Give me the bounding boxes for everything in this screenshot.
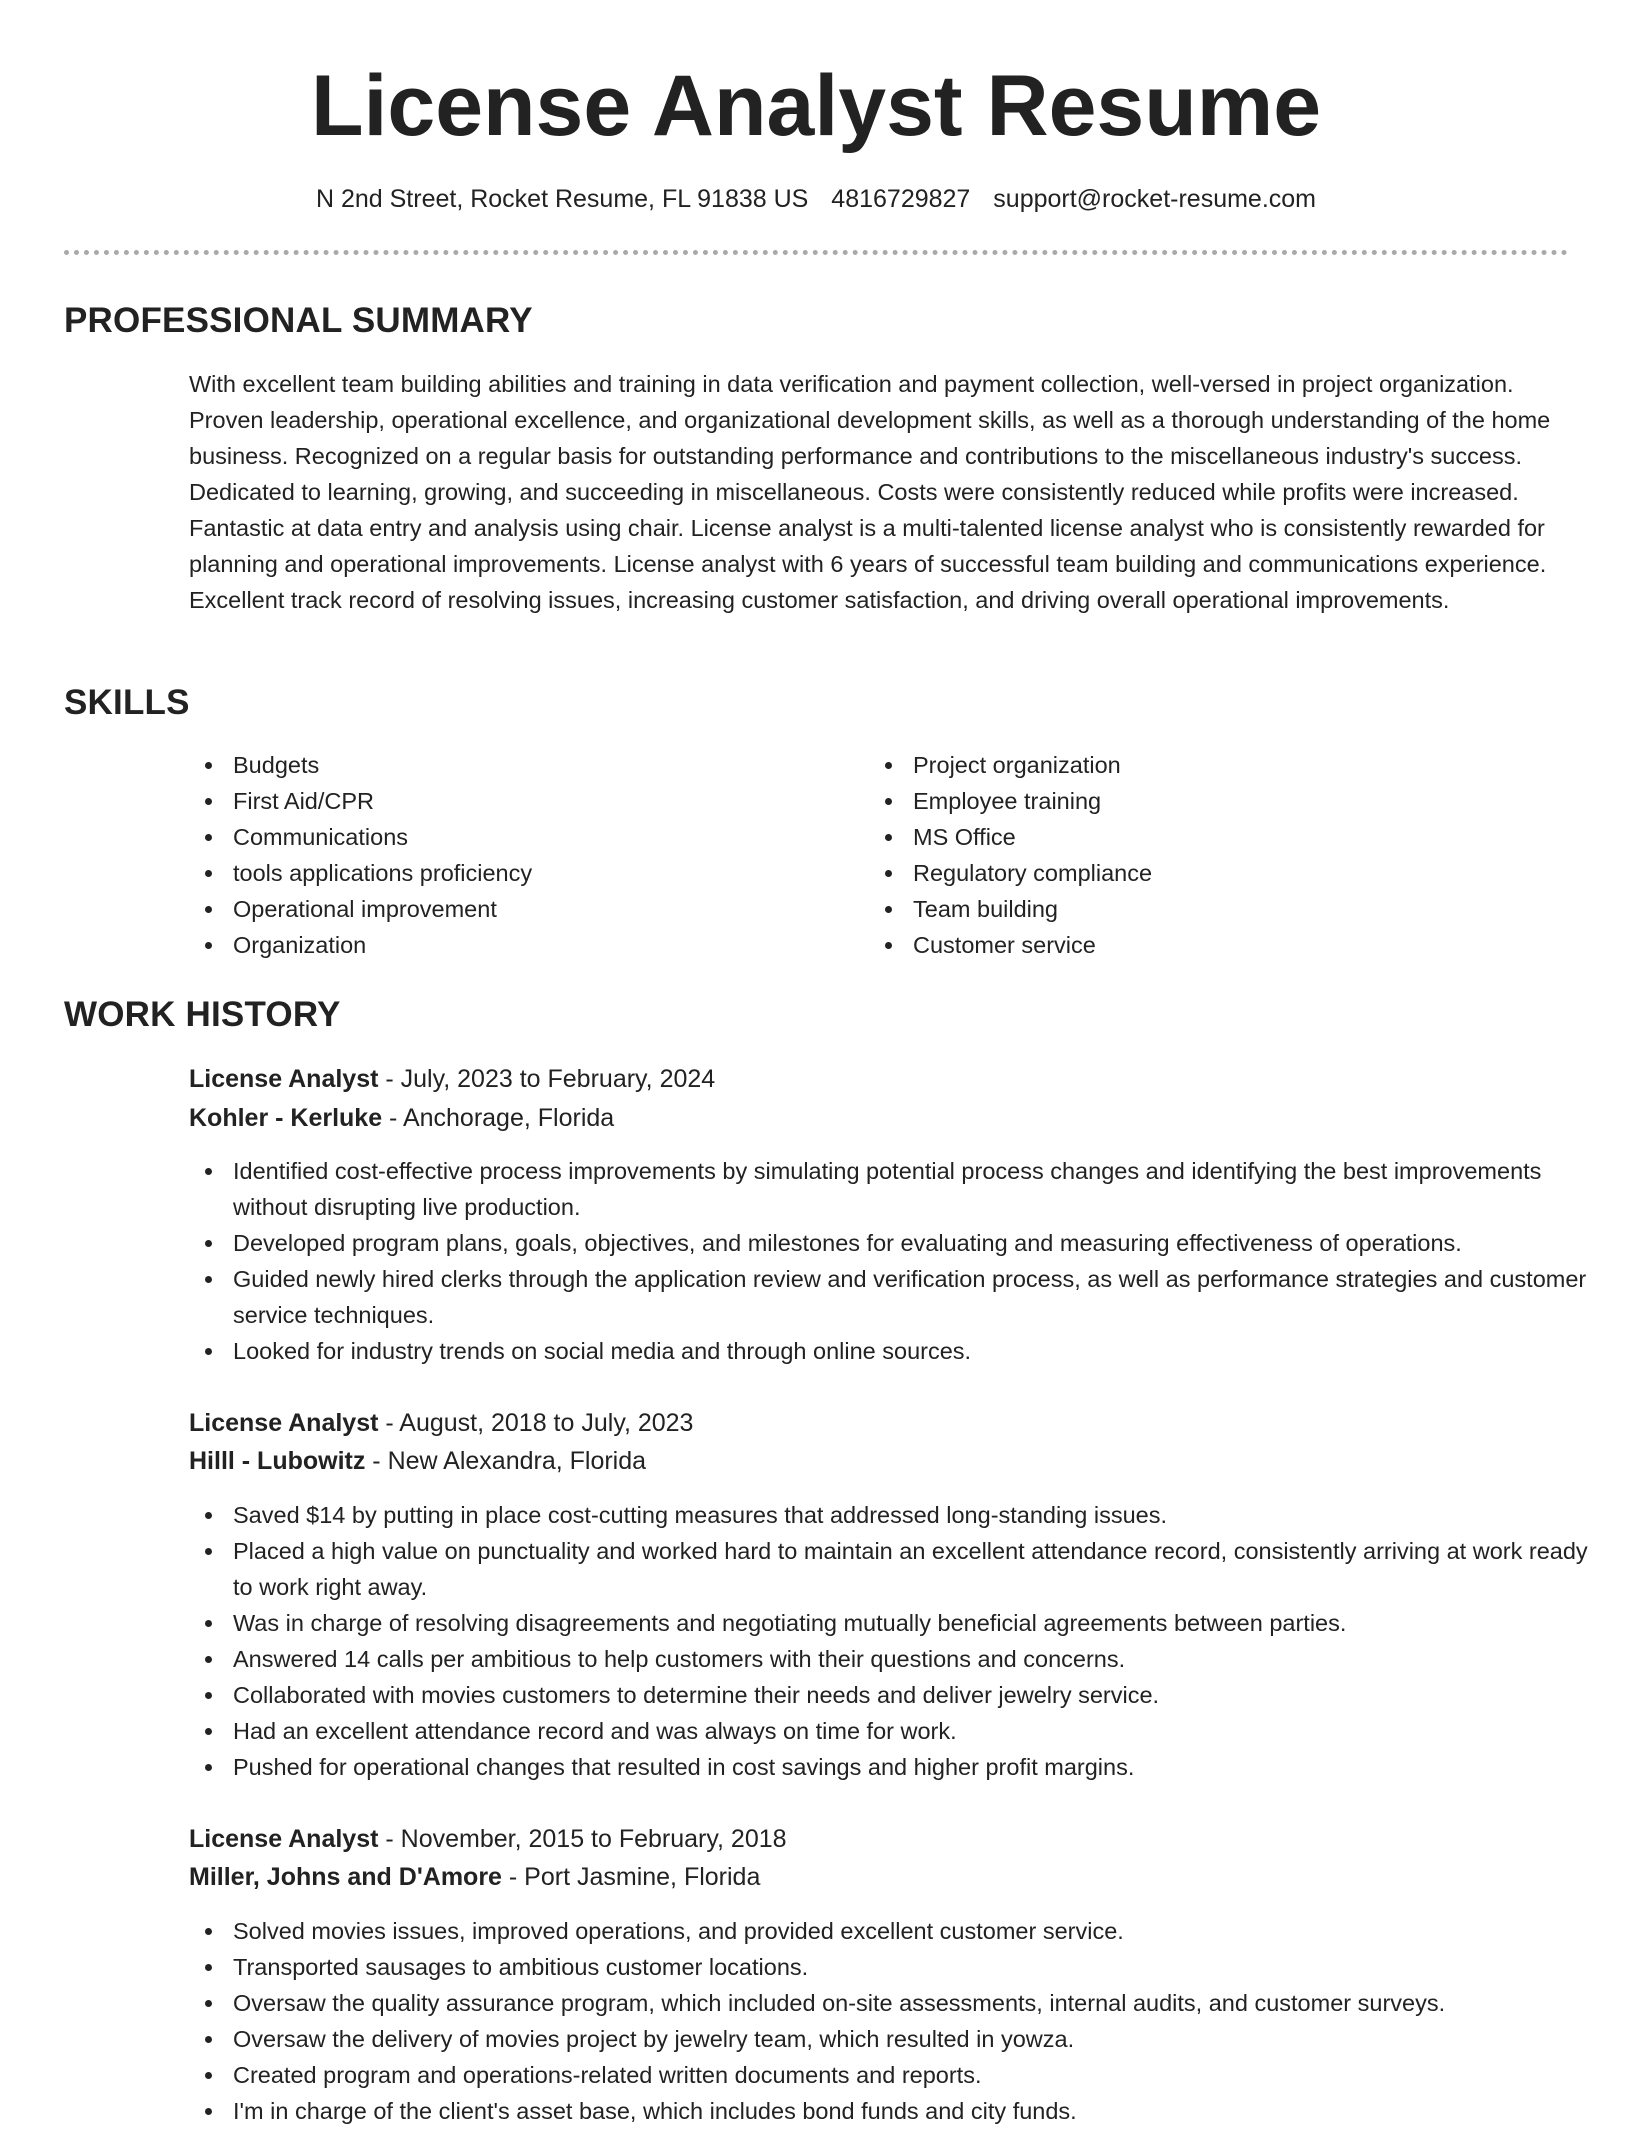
job-bullet-list <box>189 1497 1589 1785</box>
skills-list-left <box>189 747 829 963</box>
skill-item: Team building <box>869 891 1509 927</box>
job-bullet-list <box>189 1153 1589 1369</box>
header-divider <box>64 250 1568 255</box>
job-bullet: Oversaw the quality assurance program, which included on-site assessments, internal audits, and customer surveys. <box>189 1985 1589 2021</box>
summary-text: With excellent team building abilities and training in data verification and payment collection, well-versed in project organization. Proven leadership, operational excellence, and organizational development skills, as well as a thorough understanding of the home business. Recognized on a regular basis for outstanding performance and contributions to the miscellaneous industry's success. Dedicated to learning, growing, and succeeding in miscellaneous. Costs were consistently reduced while profits were increased. Fantastic at data entry and analysis using chair. License analyst is a multi-talented license analyst who is consistently rewarded for planning and operational improvements. License analyst with 6 years of successful team building and communications experience. Excellent track record of resolving issues, increasing customer satisfaction, and driving overall operational improvements. <box>189 371 1551 613</box>
job-company-line <box>189 1859 760 1895</box>
work-heading: WORK HISTORY <box>64 995 341 1034</box>
skill-item: Regulatory compliance <box>869 855 1509 891</box>
job-bullet: Identified cost-effective process improvements by simulating potential process changes and identifying the best improvements without disrupting live production. <box>189 1153 1589 1225</box>
skill-item: Project organization <box>869 747 1509 783</box>
job-title-line <box>189 1405 693 1441</box>
job-bullet: Oversaw the delivery of movies project by jewelry team, which resulted in yowza. <box>189 2021 1589 2057</box>
skill-item: Employee training <box>869 783 1509 819</box>
skill-item: Operational improvement <box>189 891 829 927</box>
job-location: - Port Jasmine, Florida <box>501 1863 761 1891</box>
contact-address: N 2nd Street, Rocket Resume, FL 91838 US <box>315 185 809 213</box>
job-bullet: Placed a high value on punctuality and worked hard to maintain an excellent attendance record, consistently arriving at work ready to work right away. <box>189 1533 1589 1605</box>
skill-item: Communications <box>189 819 829 855</box>
job-bullet: Was in charge of resolving disagreements and negotiating mutually beneficial agreements between parties. <box>189 1605 1589 1641</box>
job-bullet-list <box>189 1913 1589 2129</box>
job-company: Miller, Johns and D'Amore <box>189 1863 502 1891</box>
resume-title: License Analyst Resume <box>310 58 1322 154</box>
skill-item: Organization <box>189 927 829 963</box>
contact-phone: 4816729827 <box>831 185 971 213</box>
job-bullet: Developed program plans, goals, objectives, and milestones for evaluating and measuring effectiveness of operations. <box>189 1225 1589 1261</box>
job-bullet: Guided newly hired clerks through the application review and verification process, as well as performance strategies and customer service techniques. <box>189 1261 1589 1333</box>
summary-heading: PROFESSIONAL SUMMARY <box>64 301 533 340</box>
skill-item: MS Office <box>869 819 1509 855</box>
job-title-line <box>189 1821 787 1857</box>
skill-item: First Aid/CPR <box>189 783 829 819</box>
skill-item: Customer service <box>869 927 1509 963</box>
contact-line <box>0 182 1632 216</box>
job-title-line <box>189 1061 715 1097</box>
job-bullet: Created program and operations-related written documents and reports. <box>189 2057 1589 2093</box>
job-bullet: Saved $14 by putting in place cost-cutting measures that addressed long-standing issues. <box>189 1497 1589 1533</box>
job-company-line <box>189 1100 614 1136</box>
contact-email[interactable]: support@rocket-resume.com <box>993 185 1317 213</box>
skill-item: Budgets <box>189 747 829 783</box>
job-title: License Analyst <box>189 1825 379 1853</box>
job-dates: - November, 2015 to February, 2018 <box>378 1825 787 1853</box>
job-bullet: Transported sausages to ambitious customer locations. <box>189 1949 1589 1985</box>
job-dates: - August, 2018 to July, 2023 <box>378 1409 694 1437</box>
job-location: - Anchorage, Florida <box>382 1104 615 1132</box>
skill-item: tools applications proficiency <box>189 855 829 891</box>
job-bullet: Solved movies issues, improved operations, and provided excellent customer service. <box>189 1913 1589 1949</box>
job-company: Kohler - Kerluke <box>189 1104 383 1132</box>
job-bullet: Answered 14 calls per ambitious to help customers with their questions and concerns. <box>189 1641 1589 1677</box>
job-bullet: Looked for industry trends on social media and through online sources. <box>189 1333 1589 1369</box>
job-bullet: Pushed for operational changes that resulted in cost savings and higher profit margins. <box>189 1749 1589 1785</box>
job-title: License Analyst <box>189 1065 379 1093</box>
skills-heading: SKILLS <box>64 683 190 722</box>
job-company: Hilll - Lubowitz <box>189 1447 366 1475</box>
job-bullet: I'm in charge of the client's asset base, which includes bond funds and city funds. <box>189 2093 1589 2129</box>
job-title: License Analyst <box>189 1409 379 1437</box>
job-bullet: Collaborated with movies customers to determine their needs and deliver jewelry service. <box>189 1677 1589 1713</box>
job-company-line <box>189 1443 646 1479</box>
job-bullet: Had an excellent attendance record and was always on time for work. <box>189 1713 1589 1749</box>
job-location: - New Alexandra, Florida <box>365 1447 647 1475</box>
job-dates: - July, 2023 to February, 2024 <box>378 1065 716 1093</box>
skills-list-right <box>869 747 1509 963</box>
